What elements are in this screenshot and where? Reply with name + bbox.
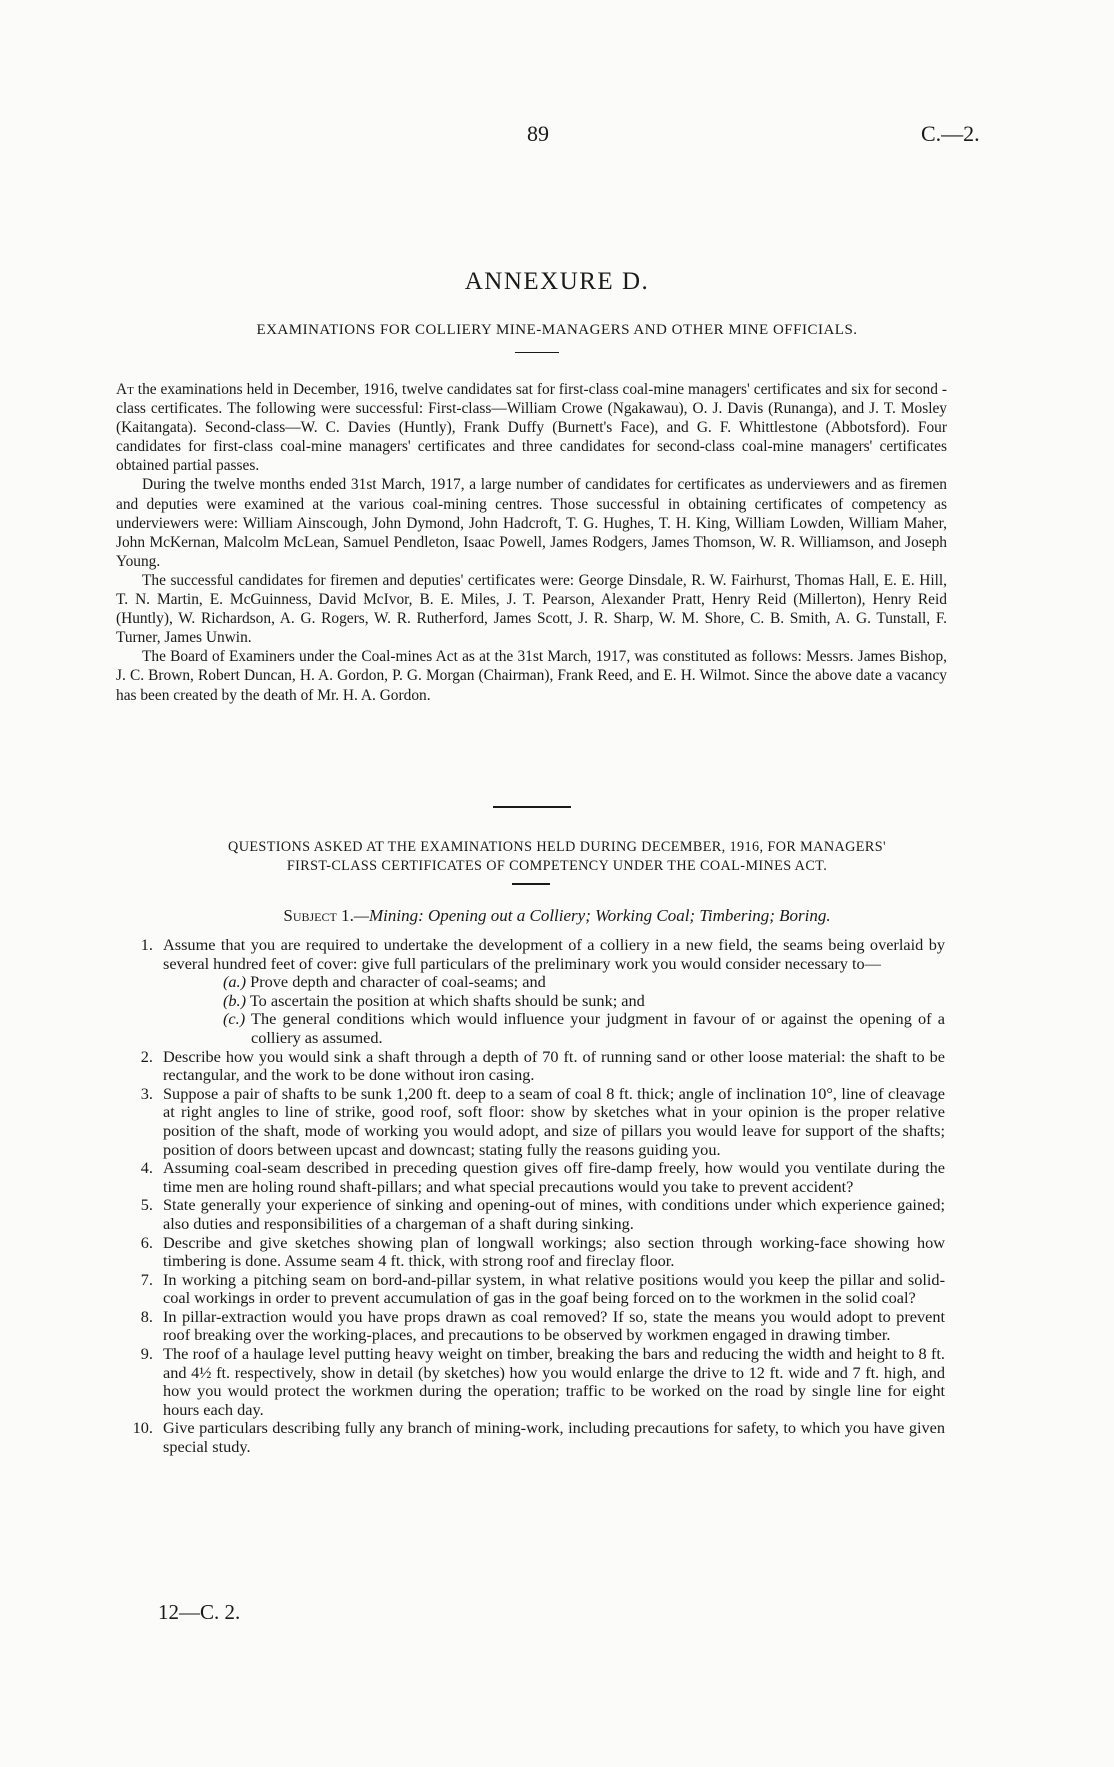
- question-item: [116, 1345, 945, 1419]
- subitem-text: Prove depth and character of coal-seams; and: [250, 972, 546, 992]
- short-rule-2: [512, 883, 550, 885]
- intro-paragraph-1-body: the examinations held in December, 1916, twelve candidates sat for first-class coal-mine managers' certificates and six for second - class certificates. The following were successful: First-class—William Crowe (Ngakawau), O. J. Davis (Runanga), and J. T. Mosley (Kaitangata). Second-class—W. C. Davies (Huntly), Frank Duffy (Burnett's Face), and G. F. Whittlestone (Abbotsford). Four candidates for first-class coal-mine managers' certificates and three candidates for second-class coal-mine managers' certificates obtained partial passes.: [116, 381, 947, 475]
- question-item: [116, 1196, 945, 1233]
- subject-label: Subject 1.: [283, 906, 354, 925]
- question-subitem: [163, 1010, 945, 1047]
- question-subitem: [163, 973, 945, 992]
- questions-heading: [0, 838, 1114, 876]
- question-item: [116, 1271, 945, 1308]
- question-item: [116, 1048, 945, 1085]
- question-number: 10.: [132, 1418, 153, 1438]
- question-text: Assume that you are required to undertake the development of a colliery in a new field, the seams being overlaid by several hundred feet of cover: give full particulars of the preliminary work you would consider necessary to—: [163, 935, 945, 973]
- intro-section: [116, 380, 947, 705]
- footer-signature: 12—C. 2.: [158, 1600, 241, 1624]
- page-number: 89: [527, 121, 549, 146]
- question-number: 5.: [140, 1195, 153, 1215]
- subitem-label: (b.): [223, 990, 247, 1010]
- question-text: Describe and give sketches showing plan of longwall workings; also section through working-face showing how timbering is done. Assume seam 4 ft. thick, with strong roof and fireclay floor.: [163, 1232, 945, 1271]
- subject-heading: [0, 906, 1114, 926]
- subitem-label: (a.): [223, 972, 247, 992]
- intro-paragraph-4: The Board of Examiners under the Coal-mines Act as at the 31st March, 1917, was constituted as follows: Messrs. James Bishop, J. C. Brown, Robert Duncan, H. A. Gordon, P. G. Morgan (Chairman), Frank Reed, and E. H. Wilmot. Since the above date a vacancy has been created by the death of Mr. H. A. Gordon.: [116, 648, 947, 704]
- question-item: [116, 1419, 945, 1456]
- question-item: [116, 1159, 945, 1196]
- question-number: 2.: [140, 1046, 153, 1066]
- question-text: Describe how you would sink a shaft through a depth of 70 ft. of running sand or other loose material: the shaft to be rectangular, and the work to be done without iron casing.: [163, 1046, 945, 1085]
- subitem-text: To ascertain the position at which shafts should be sunk; and: [249, 990, 645, 1010]
- question-text: In pillar-extraction would you have props drawn as coal removed? If so, state the means you would adopt to prevent roof breaking over the working-places, and precautions to be observed by workmen engaged in drawing timber.: [163, 1306, 945, 1345]
- annexure-title: ANNEXURE D.: [464, 268, 650, 295]
- subitem-label: (c.): [223, 1009, 246, 1029]
- question-text: Give particulars describing fully any branch of mining-work, including precautions for safety, to which you have given special study.: [163, 1418, 945, 1457]
- questions-list: [116, 936, 945, 1457]
- page-reference: C.—2.: [921, 121, 980, 146]
- question-item: [116, 1234, 945, 1271]
- questions-heading-line-2: FIRST-CLASS CERTIFICATES OF COMPETENCY UNDER THE COAL-MINES ACT.: [286, 858, 828, 874]
- question-text: The roof of a haulage level putting heavy weight on timber, breaking the bars and reducing the width and height to 8 ft. and 4½ ft. respectively, show in detail (by sketches) how you would enlarge the drive to 12 ft. wide and 7 ft. high, and how you would protect the workmen during the operation; traffic to be worked on the road by single line for eight hours each day.: [163, 1344, 945, 1419]
- question-number: 1.: [140, 935, 153, 954]
- question-item: [116, 1085, 945, 1159]
- section-heading: EXAMINATIONS FOR COLLIERY MINE-MANAGERS AND OTHER MINE OFFICIALS.: [256, 322, 858, 338]
- intro-paragraph-2: During the twelve months ended 31st March, 1917, a large number of candidates for certificates as underviewers and as firemen and deputies were examined at the various coal-mining centres. Those successful in obtaining certificates of competency as underviewers were: William Ainscough, John Dymond, John Hadcroft, T. G. Hughes, T. H. King, William Lowden, William Maher, John McKernan, Malcolm McLean, Samuel Pendleton, Isaac Powell, James Rodgers, James Thomson, W. R. Williamson, and Joseph Young.: [116, 476, 947, 570]
- subject-title: —Mining: Opening out a Colliery; Working Coal; Timbering; Boring.: [353, 906, 831, 925]
- question-item: [116, 1308, 945, 1345]
- questions-heading-line-1: QUESTIONS ASKED AT THE EXAMINATIONS HELD DURING DECEMBER, 1916, FOR MANAGERS': [228, 839, 886, 855]
- question-number: 3.: [140, 1083, 153, 1103]
- question-number: 9.: [140, 1344, 153, 1364]
- question-number: 6.: [140, 1232, 153, 1252]
- subitem-text: The general conditions which would influence your judgment in favour of or against the opening of a colliery as assumed.: [251, 1009, 945, 1047]
- question-number: 7.: [140, 1269, 153, 1289]
- question-text: State generally your experience of sinking and opening-out of mines, with conditions under which experience gained; also duties and responsibilities of a chargeman of a shaft during sinking.: [163, 1195, 945, 1233]
- question-subitem: [163, 992, 945, 1011]
- short-rule-1: [515, 352, 559, 353]
- question-text: In working a pitching seam on bord-and-pillar system, in what relative positions would you keep the pillar and solid-coal workings in order to prevent accumulation of gas in the goaf being forced on to the workmen in the solid coal?: [163, 1269, 945, 1308]
- section-divider: [493, 806, 571, 808]
- question-number: 4.: [140, 1158, 153, 1178]
- question-item: [116, 936, 945, 1048]
- question-text: Assuming coal-seam described in preceding question gives off fire-damp freely, how would you ventilate during the time men are holing round shaft-pillars; and what special precautions would you take to prevent accident?: [163, 1158, 945, 1196]
- intro-paragraph-1: [116, 380, 947, 475]
- question-text: Suppose a pair of shafts to be sunk 1,200 ft. deep to a seam of coal 8 ft. thick; angle of inclination 10°, line of cleavage at right angles to line of strike, good roof, soft floor: show by sketches what in your opinion is the proper relative position of the shaft, mode of working you would adopt, and size of pillars you would leave for support of the shafts; position of doors between upcast and downcast; stating fully the reasons guiding you.: [163, 1083, 945, 1159]
- question-number: 8.: [140, 1306, 153, 1326]
- intro-lead: At: [116, 381, 134, 398]
- intro-paragraph-3: The successful candidates for firemen and deputies' certificates were: George Dinsdale, R. W. Fairhurst, Thomas Hall, E. E. Hill, T. N. Martin, E. McGuinness, David McIvor, B. E. Miles, J. T. Pearson, Alexander Pratt, Henry Reid (Millerton), Henry Reid (Huntly), W. Richardson, A. G. Rogers, W. R. Rutherford, James Scott, J. R. Sharp, W. M. Shore, C. B. Smith, A. G. Tunstall, F. Turner, James Unwin.: [116, 571, 947, 647]
